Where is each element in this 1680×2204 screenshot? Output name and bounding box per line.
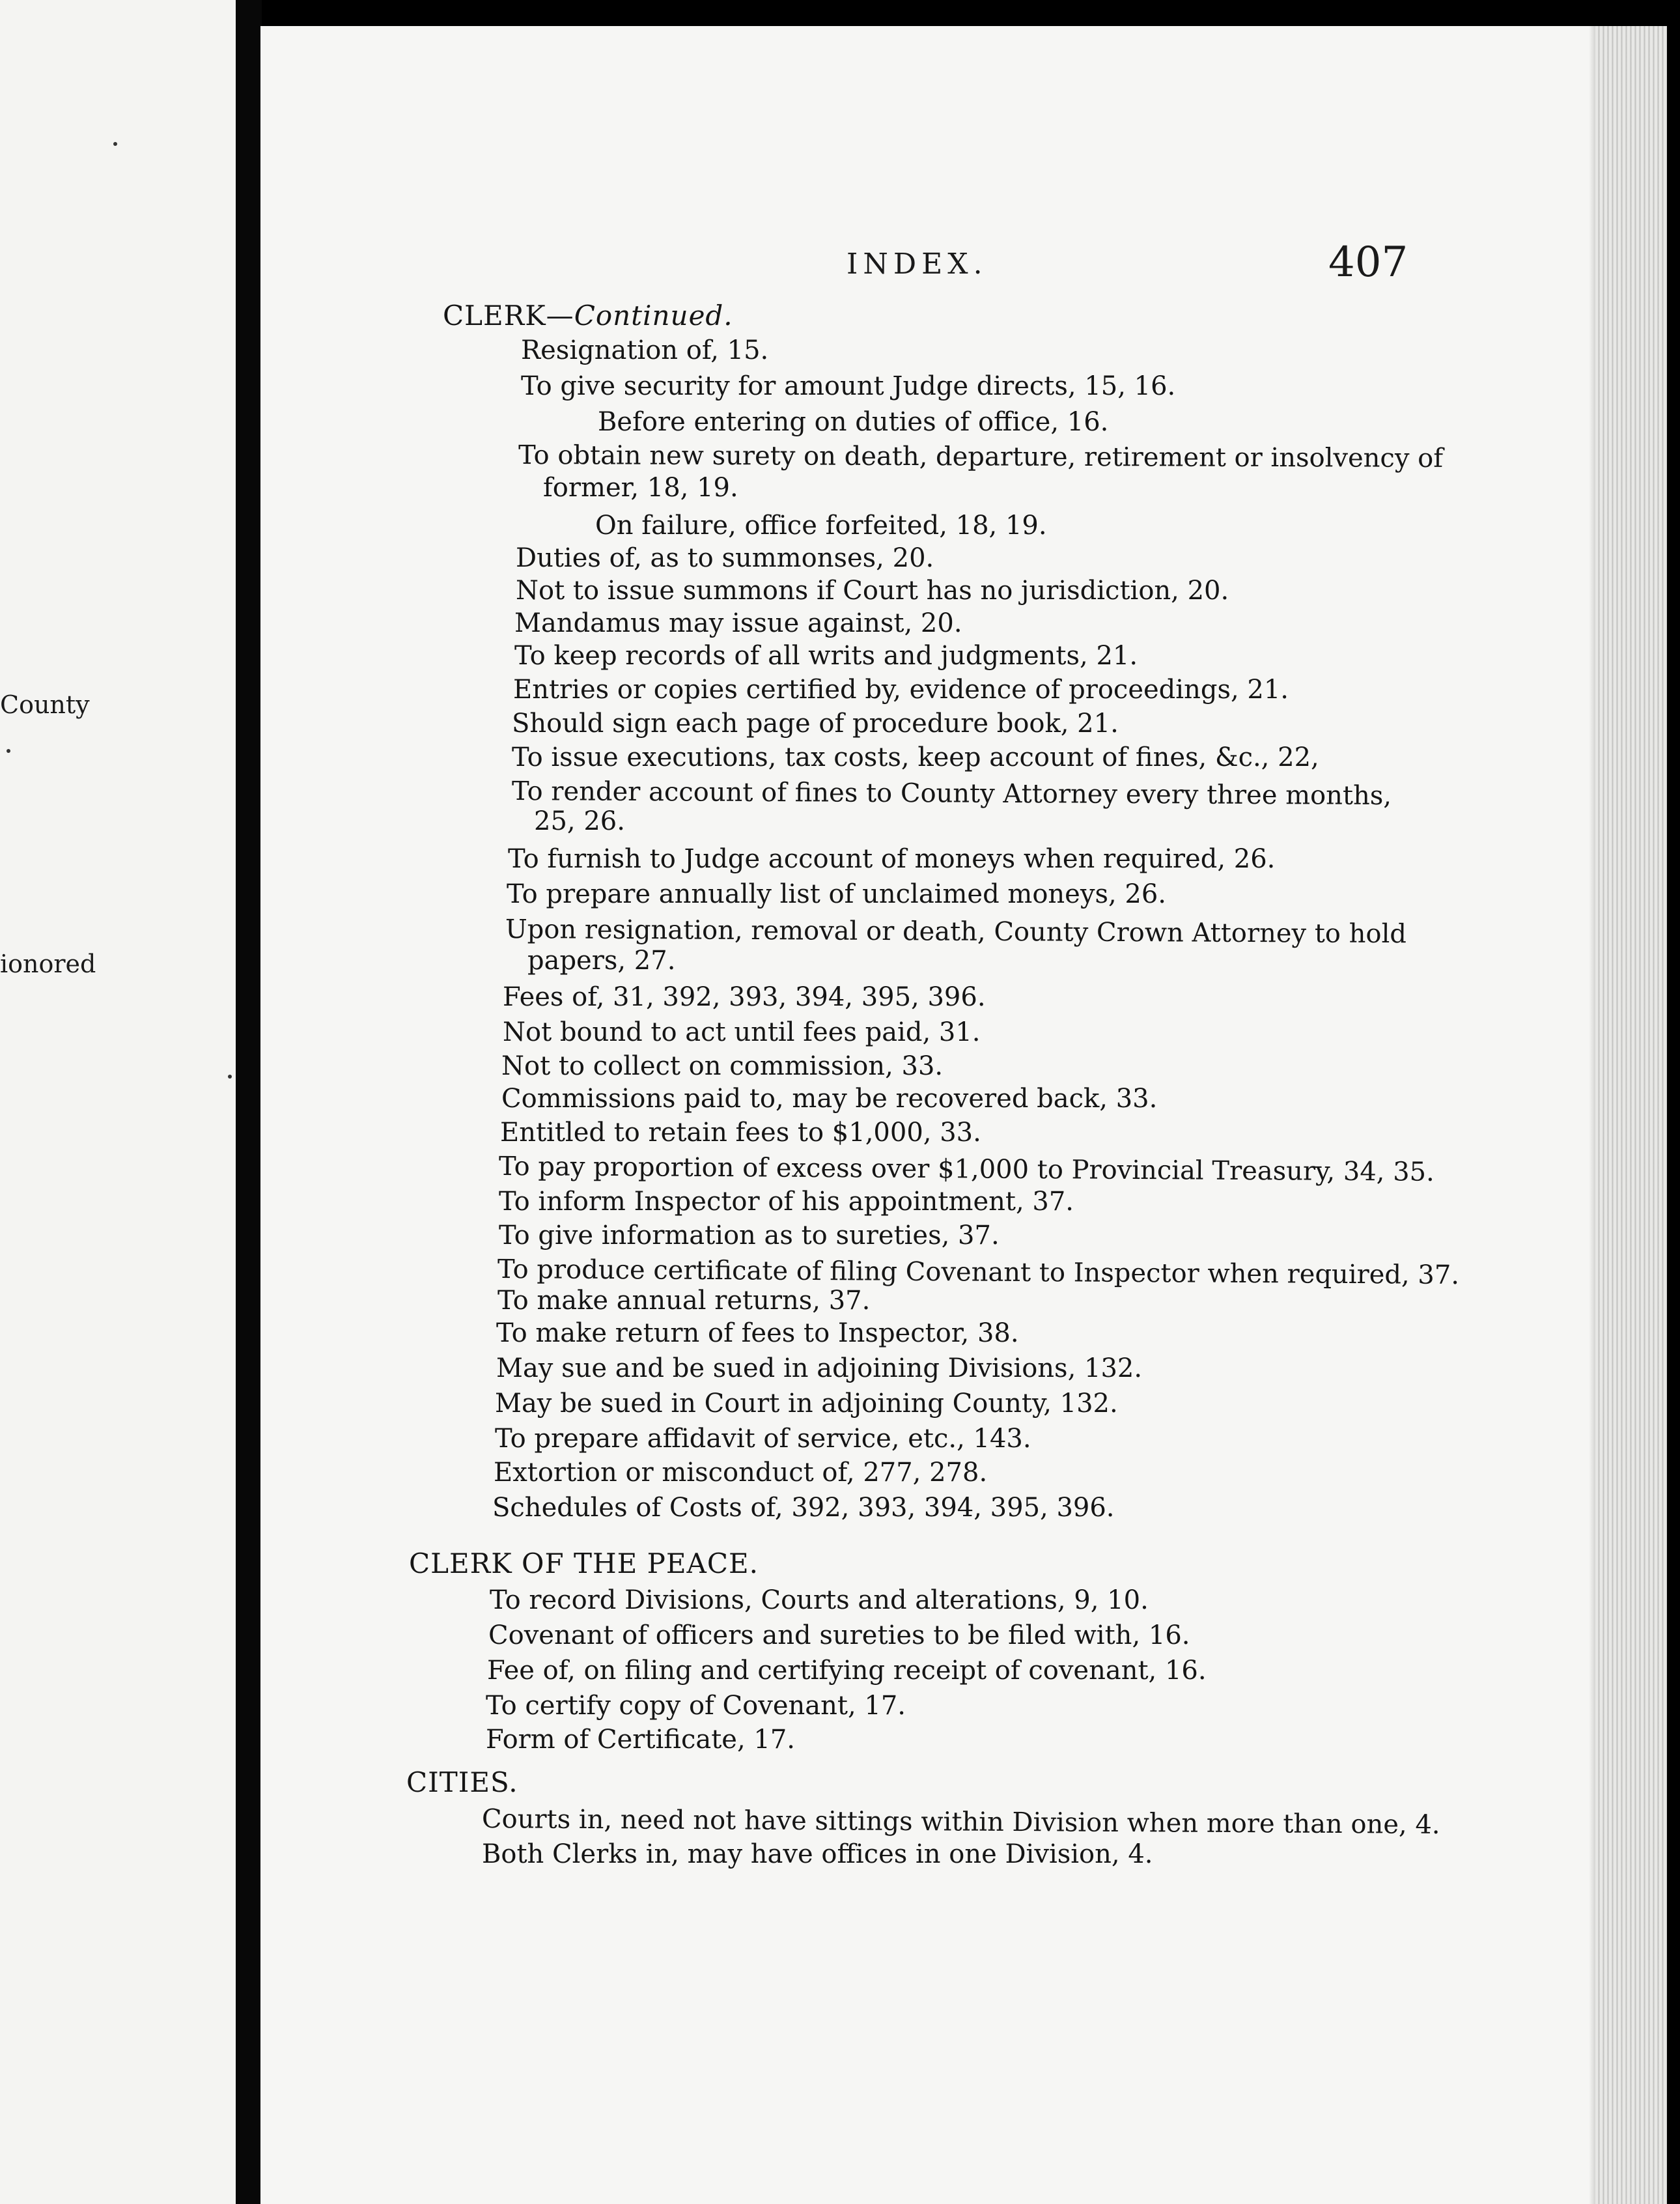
list-item: To make return of fees to Inspector, 38. [496,1318,1019,1348]
list-item: Commissions paid to, may be recovered back, 33. [501,1084,1158,1114]
section-heading-clerk-of-the-peace: CLERK OF THE PEACE. [409,1547,759,1579]
left-page-fragment: County [0,690,90,719]
list-item: Upon resignation, removal or death, County Crown Attorney to hold [505,914,1407,950]
section-heading-cities: CITIES. [406,1766,518,1798]
section-heading-clerk: CLERK—Continued. [443,300,733,332]
page-number: 407 [1328,238,1408,287]
list-item: Fee of, on filing and certifying receipt of covenant, 16. [487,1656,1207,1686]
list-item: Entitled to retain fees to $1,000, 33. [500,1118,981,1148]
list-item: To inform Inspector of his appointment, 37. [499,1187,1074,1217]
list-item: To make annual returns, 37. [497,1286,871,1316]
list-item: Not to issue summons if Court has no jurisdiction, 20. [516,576,1229,606]
list-item: To certify copy of Covenant, 17. [486,1691,906,1721]
list-item: To keep records of all writs and judgments, 21. [514,641,1138,671]
list-item: To prepare annually list of unclaimed moneys, 26. [507,879,1167,909]
list-item: To produce certificate of filing Covenant to Inspector when required, 37. [497,1254,1460,1291]
speck [113,142,117,146]
list-item: Entries or copies certified by, evidence of proceedings, 21. [513,675,1289,705]
book-fore-edge [1595,26,1667,2204]
list-item: To prepare affidavit of service, etc., 143. [495,1424,1031,1454]
list-item: To record Divisions, Courts and alterations, 9, 10. [490,1585,1149,1615]
speck [7,749,10,753]
list-item: papers, 27. [527,946,676,976]
list-item: Resignation of, 15. [521,335,769,365]
list-item: Both Clerks in, may have offices in one Division, 4. [482,1839,1153,1869]
list-item: Fees of, 31, 392, 393, 394, 395, 396. [503,982,986,1012]
list-item: To obtain new surety on death, departure, retirement or insolvency of [518,440,1444,473]
list-item: Schedules of Costs of, 392, 393, 394, 395, 396. [492,1493,1115,1523]
running-title: INDEX. [847,247,988,281]
list-item: May sue and be sued in adjoining Divisions, 132. [496,1353,1143,1383]
list-item: Should sign each page of procedure book, 21. [512,709,1119,739]
list-item: To issue executions, tax costs, keep account of fines, &c., 22, [512,742,1319,772]
list-item: To furnish to Judge account of moneys when required, 26. [508,844,1276,874]
list-item: former, 18, 19. [543,473,738,503]
list-item: May be sued in Court in adjoining County, 132. [495,1389,1118,1419]
list-item: Before entering on duties of office, 16. [598,407,1109,437]
list-item: 25, 26. [534,806,625,836]
book-gutter [236,0,262,2204]
list-item: To give information as to sureties, 37. [499,1221,1000,1250]
left-page-fragment: ionored [0,950,96,978]
list-item: Courts in, need not have sittings within Division when more than one, 4. [481,1804,1440,1840]
speck [228,1075,232,1079]
list-item: To pay proportion of excess over $1,000 to Provincial Treasury, 34, 35. [498,1151,1435,1187]
left-facing-page [0,0,236,2204]
list-item: To render account of fines to County Attorney every three months, [511,776,1392,812]
list-item: Not to collect on commission, 33. [501,1051,944,1081]
list-item: Duties of, as to summonses, 20. [516,543,934,573]
list-item: On failure, office forfeited, 18, 19. [595,511,1047,541]
list-item: Covenant of officers and sureties to be filed with, 16. [488,1620,1190,1650]
index-page [260,26,1621,2204]
list-item: To give security for amount Judge directs, 15, 16. [521,371,1176,401]
list-item: Mandamus may issue against, 20. [514,608,962,638]
list-item: Not bound to act until fees paid, 31. [503,1017,981,1047]
list-item: Extortion or misconduct of, 277, 278. [494,1458,988,1488]
list-item: Form of Certificate, 17. [486,1725,795,1755]
